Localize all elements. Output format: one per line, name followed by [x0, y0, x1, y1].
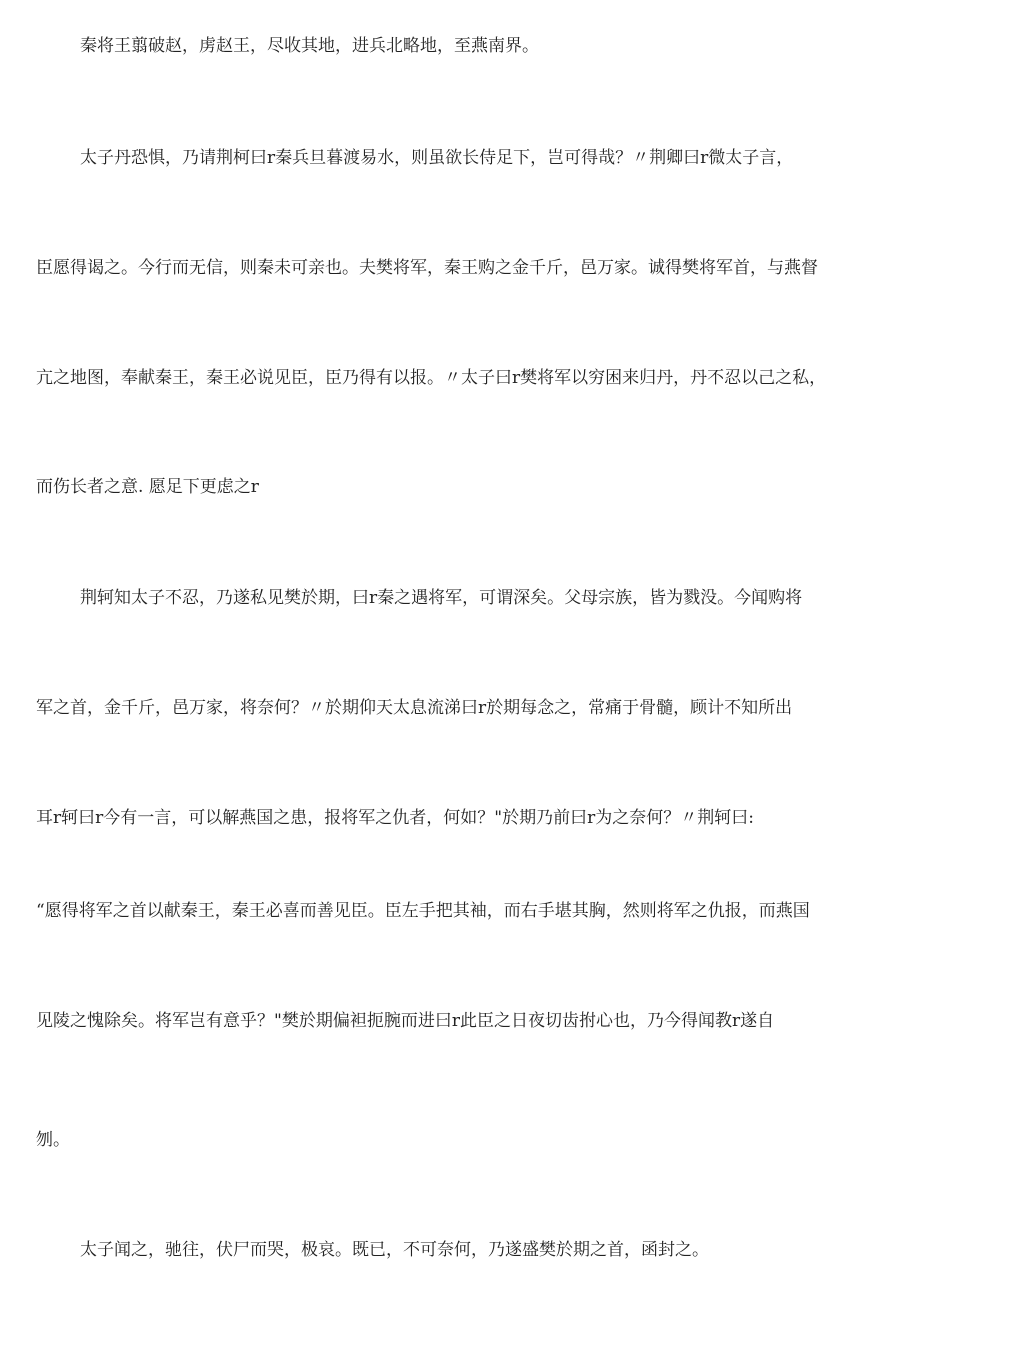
text-line-2: 太子丹恐惧，乃请荆柯曰r秦兵旦暮渡易水，则虽欲长侍足下，岂可得哉？〃荆卿曰r微太子言， [80, 148, 794, 168]
text-line-8: 耳r轲曰r今有一言，可以解燕国之患，报将军之仇者，何如？"於期乃前曰r为之奈何？〃荆轲曰: [36, 808, 754, 828]
text-line-6: 荆轲知太子不忍，乃遂私见樊於期，曰r秦之遇将军，可谓深矣。父母宗族，皆为戮没。今闻购将 [80, 588, 803, 608]
text-line-3: 臣愿得谒之。今行而无信，则秦未可亲也。夫樊将军，秦王购之金千斤，邑万家。诚得樊将军首，与燕督 [36, 258, 818, 278]
text-line-5: 而伤长者之意. 愿足下更虑之r [36, 477, 259, 497]
text-line-7: 军之首，金千斤，邑万家，将奈何？〃於期仰天太息流涕曰r於期每念之，常痛于骨髓，顾计不知所出 [36, 698, 793, 718]
text-line-10: 见陵之愧除矣。将军岂有意乎？"樊於期偏袒扼腕而进曰r此臣之日夜切齿拊心也，乃今得闻教r遂自 [36, 1011, 775, 1031]
text-line-12: 太子闻之，驰往，伏尸而哭，极哀。既已，不可奈何，乃遂盛樊於期之首，函封之。 [80, 1240, 709, 1260]
text-line-4: 亢之地图，奉献秦王，秦王必说见臣，臣乃得有以报。〃太子曰r樊将军以穷困来归丹，丹不忍以己之私， [36, 368, 827, 388]
text-line-11: 刎。 [36, 1130, 70, 1150]
text-line-9: “愿得将军之首以献秦王，秦王必喜而善见臣。臣左手把其袖，而右手堪其胸，然则将军之仇报，而燕国 [36, 901, 810, 921]
text-line-1: 秦将王翦破赵，虏赵王，尽收其地，进兵北略地，至燕南界。 [80, 36, 539, 56]
